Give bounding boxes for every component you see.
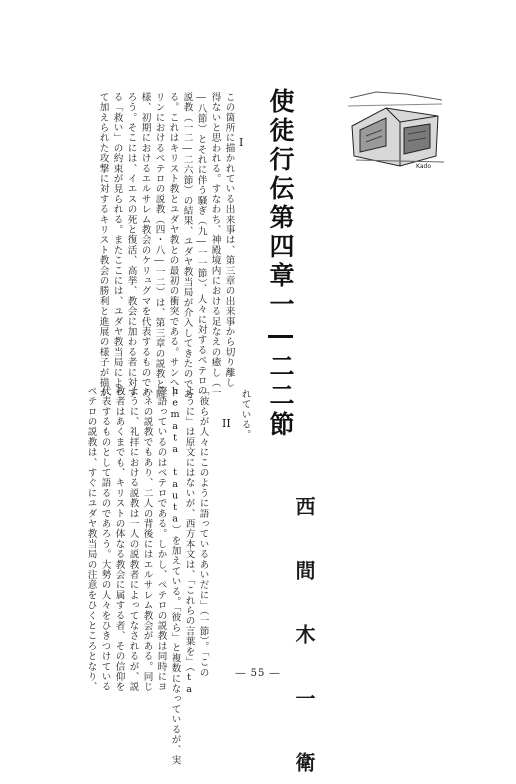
- article-title: 使徒行伝第四章一―二二節: [266, 88, 295, 440]
- illustration-signature: Kado: [416, 163, 431, 170]
- paragraph-line: 「彼らが人々にこのように語っているあいだに」（一節）。「この: [197, 386, 209, 678]
- paragraph-line: 説教（一二―二六節）の結果、ユダヤ教当局が介入してきたのであ: [181, 92, 193, 400]
- paragraph-line: 教者はあくまでも、キリストの体なる教会に属する者、その信仰を: [113, 386, 125, 692]
- paragraph-line: ように」は原文にはないが、西方本文は、「これらの言葉を」（ta: [183, 386, 195, 696]
- paragraph-line: る「救い」の約束が見られる。またここには、ユダヤ教当局によっ: [111, 92, 123, 398]
- paragraph-line: ろう。そこには、イエスの死と復活、高挙、教会に加わる者に対す: [125, 92, 137, 398]
- paragraph-line: hemata tauta）を加えている。「彼ら」と複数になっているが、実: [169, 386, 181, 766]
- paragraph-line: る。これはキリスト教とユダヤ教との最初の衝突である。サンヘド: [167, 92, 179, 398]
- section-one-numeral: I: [239, 136, 244, 149]
- author-name: 西 間 木 一 衛: [292, 496, 316, 784]
- paragraph-line: ―八節）とそれに伴う騒ぎ（九―一一節）、人々に対するペテロの: [195, 92, 207, 396]
- paragraph-line: れている。: [239, 389, 251, 440]
- page-number: ― 55 ―: [235, 668, 281, 679]
- paragraph-line: この箇所に描かれている出来事は、第三章の出来事から切り離し: [223, 92, 235, 388]
- sketch-drawing: [348, 92, 444, 166]
- section-two-numeral: II: [222, 417, 231, 430]
- paragraph-line: 代表するものとして語るのであろう。大勢の人々をひきつけている: [99, 386, 111, 692]
- paragraph-line: ペテロの説教は、すぐにユダヤ教当局の注意をひくところとなり、: [85, 386, 97, 692]
- illustration: [346, 86, 448, 170]
- paragraph-line: ように、礼拝における説教は一人の説教者によってなされるが、説: [127, 386, 139, 692]
- paragraph-line: 様、初期におけるエルサレム教会のケリュグマを代表するものであ: [139, 92, 151, 398]
- paragraph-line: ハネの説教でもあり、二人の背後にはエルサレム教会がある。同じ: [141, 386, 153, 692]
- paragraph-line: リンにおけるペテロの説教（四・八―一二）は、第三章の説教と同: [153, 92, 165, 400]
- paragraph-line: 際語っているのはペテロである。しかし、ペテロの説教は同時にヨ: [155, 386, 167, 692]
- paragraph-line: て加えられた攻撃に対するキリスト教会の勝利と進展の様子が描か: [97, 92, 109, 398]
- paragraph-line: 得ないと思われる。すなわち、神殿境内における足なえの癒し（一: [209, 92, 221, 398]
